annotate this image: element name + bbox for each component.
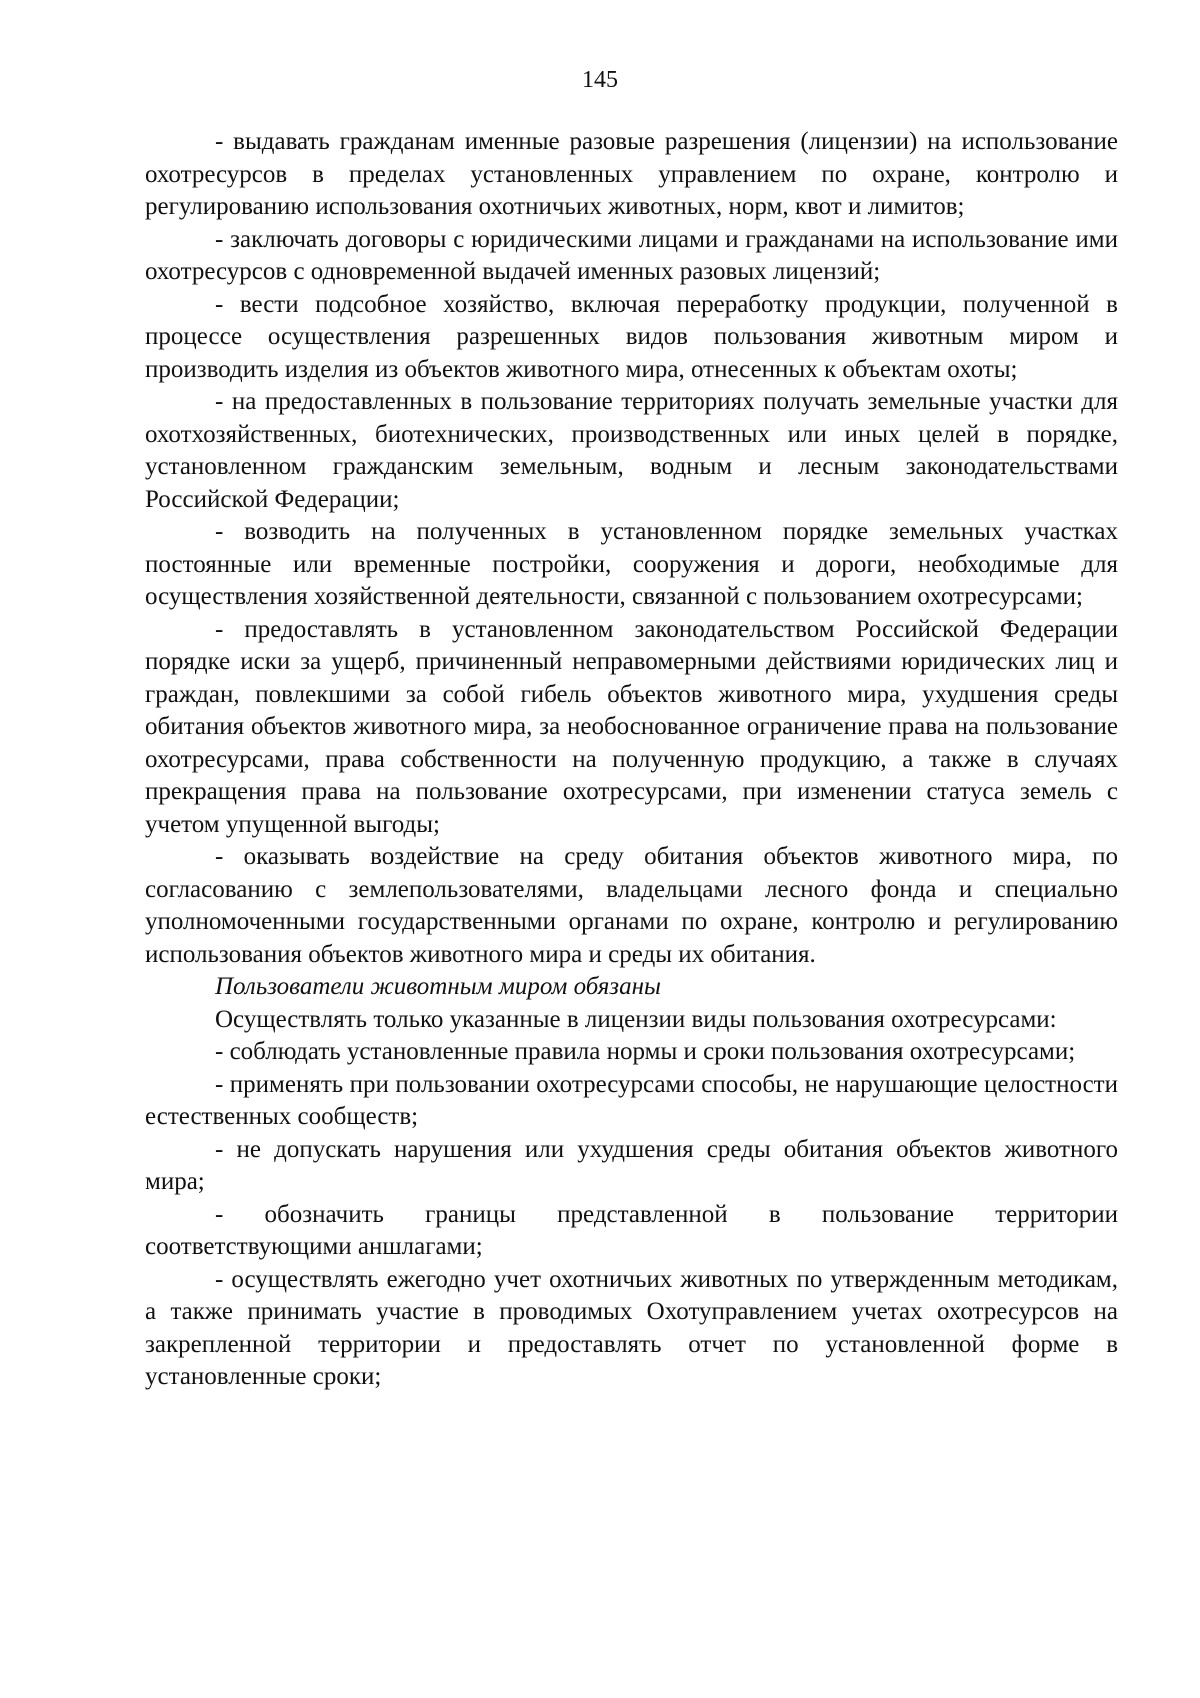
obligation-paragraph: - не допускать нарушения или ухудшения среды обитания объектов животного мира; [145, 1135, 1118, 1195]
paragraph: - оказывать воздействие на среду обитания объектов животного мира, по согласованию с землепользователями, владельцами лесного фонда и специально уполномоченными государственными органами по охране, контролю и регулированию использования объектов животного мира и среды их обитания. [145, 843, 1118, 968]
paragraph: - предоставлять в установленном законодательством Российской Федерации порядке иски за ущерб, причиненный неправомерными действиями юридических лиц и граждан, повлекшими за собой гибель объектов животного мира, ухудшения среды обитания объектов животного мира, за необоснованное ограничение права на пользование охотресурсами, права собственности на полученную продукцию, а также в случаях прекращения права на пользование охотресурсами, при изменении статуса земель с учетом упущенной выгоды; [145, 615, 1118, 838]
page-number: 145 [582, 67, 618, 93]
section-heading: Пользователи животным миром обязаны [215, 973, 661, 1000]
paragraph: - возводить на полученных в установленном порядке земельных участках постоянные или временные постройки, сооружения и дороги, необходимые для осуществления хозяйственной деятельности, связанной с пользованием охотресурсами; [145, 518, 1118, 610]
document-body [145, 126, 1118, 1394]
paragraph: - выдавать гражданам именные разовые разрешения (лицензии) на использование охотресурсов в пределах установленных управлением по охране, контролю и регулированию использования охотничьих животных, норм, квот и лимитов; [145, 128, 1118, 220]
obligation-paragraph: - обозначить границы представленной в пользование территории соответствующими аншлагами; [145, 1200, 1118, 1260]
paragraph: - на предоставленных в пользование территориях получать земельные участки для охотхозяйственных, биотехнических, производственных или иных целей в порядке, установленном гражданским земельным, водным и лесным законодательствами Российской Федерации; [145, 388, 1118, 513]
obligation-paragraph: - соблюдать установленные правила нормы и сроки пользования охотресурсами; [215, 1038, 1076, 1065]
paragraph: - заключать договоры с юридическими лицами и гражданами на использование ими охотресурсов с одновременной выдачей именных разовых лицензий; [145, 225, 1118, 285]
paragraph: - вести подсобное хозяйство, включая переработку продукции, полученной в процессе осуществления разрешенных видов пользования животным миром и производить изделия из объектов животного мира, отнесенных к объектам охоты; [145, 290, 1118, 383]
obligation-paragraph: - осуществлять ежегодно учет охотничьих животных по утвержденным методикам, а также принимать участие в проводимых Охотуправлением учетах охотресурсов на закрепленной территории и предоставлять отчет по установленной форме в установленные сроки; [145, 1265, 1118, 1390]
obligation-paragraph: - применять при пользовании охотресурсами способы, не нарушающие целостности естественных сообществ; [145, 1070, 1118, 1130]
obligation-paragraph: Осуществлять только указанные в лицензии виды пользования охотресурсами: [215, 1005, 1057, 1033]
